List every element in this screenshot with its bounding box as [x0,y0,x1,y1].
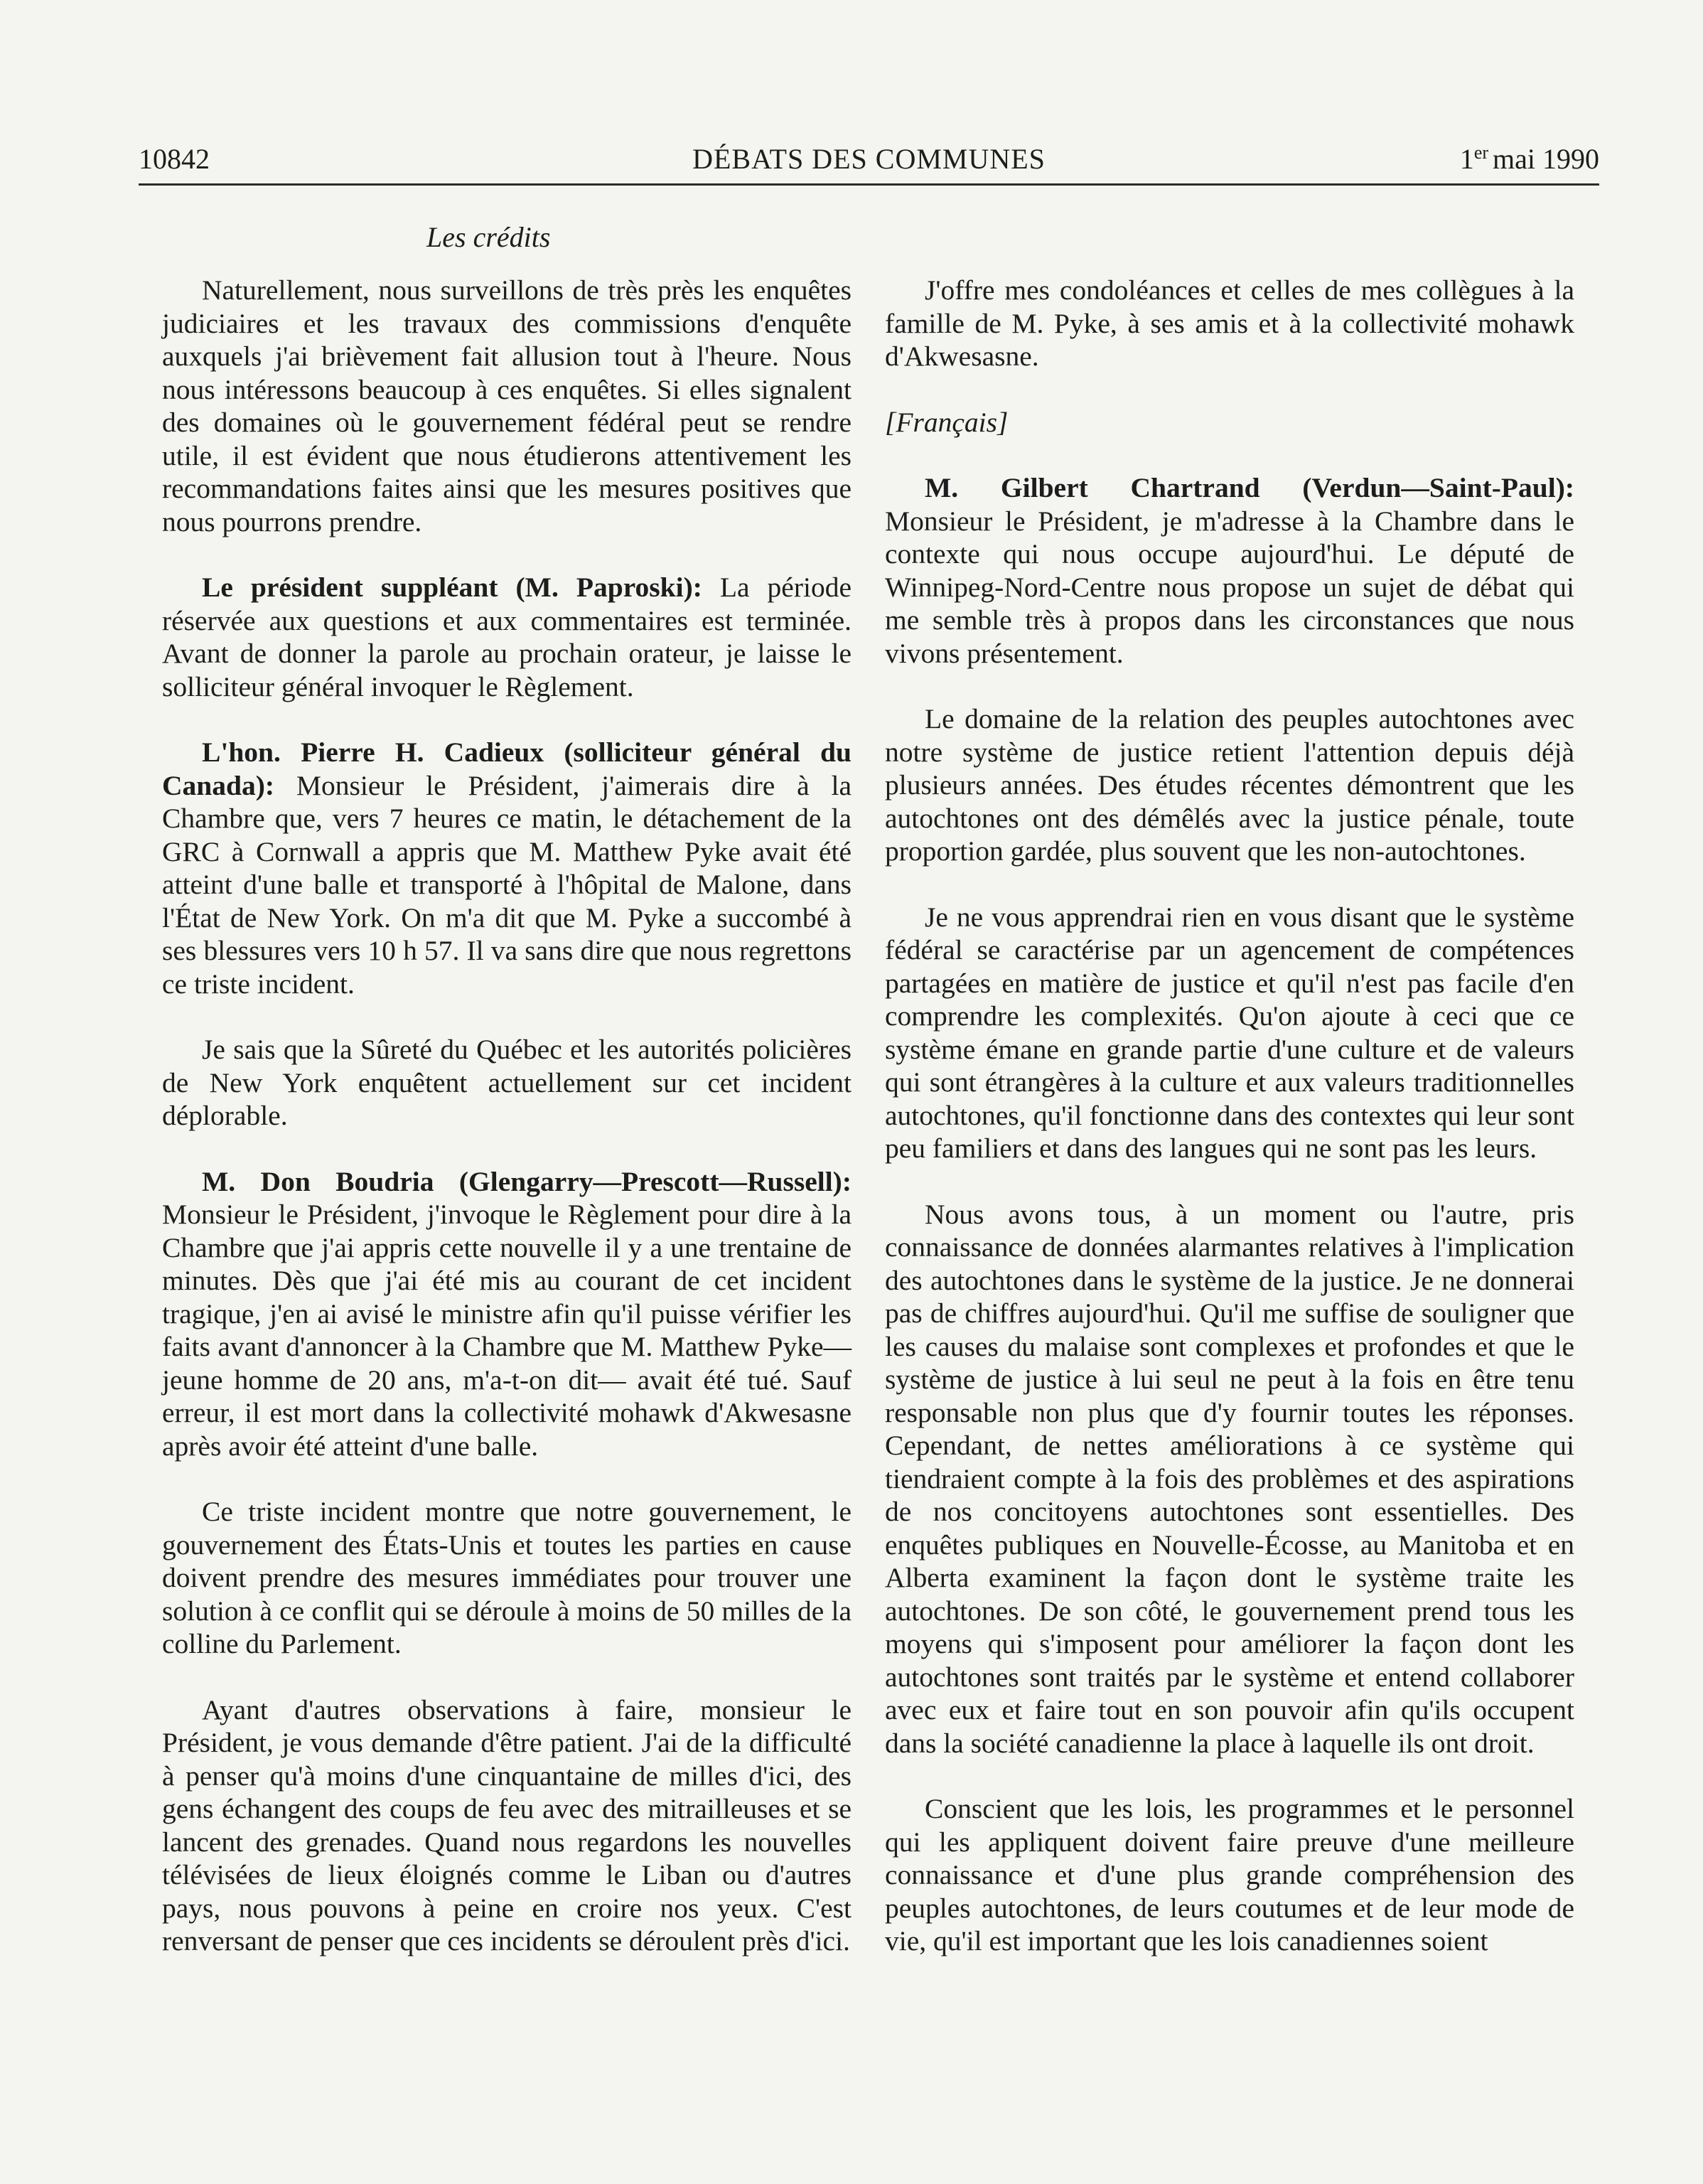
paragraph: Je ne vous apprendrai rien en vous disant que le système fédéral se caractérise par un agencement de compétences partagées en matière de justice et qu'il n'est pas facile d'en comprendre les complexités. Qu'on ajoute à ceci que ce système émane en grande partie d'une culture et de valeurs qui sont étrangères à la culture et aux valeurs traditionnelles autochtones, qu'il fonctionne dans des contextes qui leur sont peu familiers et dans des langues qui ne sont pas les leurs. [885,901,1574,1164]
page-number: 10842 [139,143,210,175]
issue-date: 1er mai 1990 [1459,142,1599,175]
paragraph: Nous avons tous, à un moment ou l'autre, pris connaissance de données alarmantes relatives à l'implication des autochtones dans le système de la justice. Je ne donnerai pas de chiffres aujourd'hui. Qu'il me suffise de souligner que les causes du malaise sont complexes et profondes et que le système de justice à lui seul ne peut à la fois en être tenu responsable non plus que d'y fournir toutes les réponses. Cependant, de nettes améliorations à ce système qui tiendraient compte à la fois des problèmes et des aspirations de nos concitoyens autochtones sont essentielles. Des enquêtes publiques en Nouvelle-Écosse, au Manitoba et en Alberta examinent la façon dont le système traite les autochtones. De son côté, le gouvernement prend tous les moyens qui s'imposent pour améliorer la façon dont les autochtones sont traités par le système et entend collaborer avec eux et faire tout en son pouvoir afin qu'ils occupent dans la société canadienne la place à laquelle ils ont droit. [885,1198,1574,1759]
page-header [139,142,1599,186]
paragraph: M. Gilbert Chartrand (Verdun—Saint-Paul): Monsieur le Président, je m'adresse à la Chambre dans le contexte qui nous occupe aujourd'hui. Le député de Winnipeg-Nord-Centre nous propose un sujet de débat qui me semble très à propos dans les circonstances que nous vivons présentement. [885,472,1574,669]
speaker-name: M. Don Boudria (Glengarry—Prescott—Russell): [202,1165,852,1197]
speaker-name: Le président suppléant (M. Paproski): [202,572,702,603]
paragraph: Naturellement, nous surveillons de très près les enquêtes judiciaires et les travaux des commissions d'enquête auxquels j'ai brièvement fait allusion tout à l'heure. Nous nous intéressons beaucoup à ces enquêtes. Si elles signalent des domaines où le gouvernement fédéral peut se rendre utile, il est évident que nous étudierons attentivement les recommandations faites ainsi que les mesures positives que nous pourrons prendre. [162,274,852,537]
paragraph: Ce triste incident montre que notre gouvernement, le gouvernement des États-Unis et toutes les parties en cause doivent prendre des mesures immédiates pour trouver une solution à ce conflit qui se déroule à moins de 50 milles de la colline du Parlement. [162,1496,852,1659]
paragraph: Conscient que les lois, les programmes et le personnel qui les appliquent doivent faire preuve d'une meilleure connaissance et d'une plus grande compréhension des peuples autochtones, de leurs coutumes et de leur mode de vie, qu'il est important que les lois canadiennes soient [885,1793,1574,1956]
paragraph: Le domaine de la relation des peuples autochtones avec notre système de justice retient l'attention depuis déjà plusieurs années. Des études récentes démontrent que les autochtones ont des démêlés avec la justice pénale, toute proportion gardée, plus souvent que les non-autochtones. [885,703,1574,867]
paragraph: Le président suppléant (M. Paproski): La période réservée aux questions et aux commentaires est terminée. Avant de donner la parole au prochain orateur, je laisse le solliciteur général invoquer le Règlement. [162,572,852,702]
speaker-name: L'hon. Pierre H. Cadieux (solliciteur général du Canada): [162,737,852,801]
right-column [885,274,1574,1991]
paragraph: M. Don Boudria (Glengarry—Prescott—Russell): Monsieur le Président, j'invoque le Règlement pour dire à la Chambre que j'ai appris cette nouvelle il y a une trentaine de minutes. Dès que j'ai été mis au courant de cet incident tragique, j'en ai avisé le ministre afin qu'il puisse vérifier les faits avant d'annoncer à la Chambre que M. Matthew Pyke—jeune homme de 20 ans, m'a-t-on dit— avait été tué. Sauf erreur, il est mort dans la collectivité mohawk d'Akwesasne après avoir été atteint d'une balle. [162,1165,852,1462]
section-title: Les crédits [426,221,551,253]
paragraph: J'offre mes condoléances et celles de mes collègues à la famille de M. Pyke, à ses amis et à la collectivité mohawk d'Akwesasne. [885,274,1574,372]
paragraph: L'hon. Pierre H. Cadieux (solliciteur général du Canada): Monsieur le Président, j'aimerais dire à la Chambre que, vers 7 heures ce matin, le détachement de la GRC à Cornwall a appris que M. Matthew Pyke avait été atteint d'une balle et transporté à l'hôpital de Malone, dans l'État de New York. On m'a dit que M. Pyke a succombé à ses blessures vers 10 h 57. Il va sans dire que nous regrettons ce triste incident. [162,737,852,1000]
speaker-name: M. Gilbert Chartrand (Verdun—Saint-Paul): [925,472,1574,503]
paragraph: Ayant d'autres observations à faire, monsieur le Président, je vous demande d'être patient. J'ai de la difficulté à penser qu'à moins d'une cinquantaine de milles d'ici, des gens échangent des coups de feu avec des mitrailleuses et se lancent des grenades. Quand nous regardons les nouvelles télévisées de lieux éloignés comme le Liban ou d'autres pays, nous pouvons à peine en croire nos yeux. C'est renversant de penser que ces incidents se déroulent près d'ici. [162,1693,852,1956]
publication-title: DÉBATS DES COMMUNES [692,143,1046,175]
language-tag: [Français] [885,406,1009,438]
left-column [162,274,852,1991]
paragraph: Je sais que la Sûreté du Québec et les autorités policières de New York enquêtent actuellement sur cet incident déplorable. [162,1034,852,1131]
